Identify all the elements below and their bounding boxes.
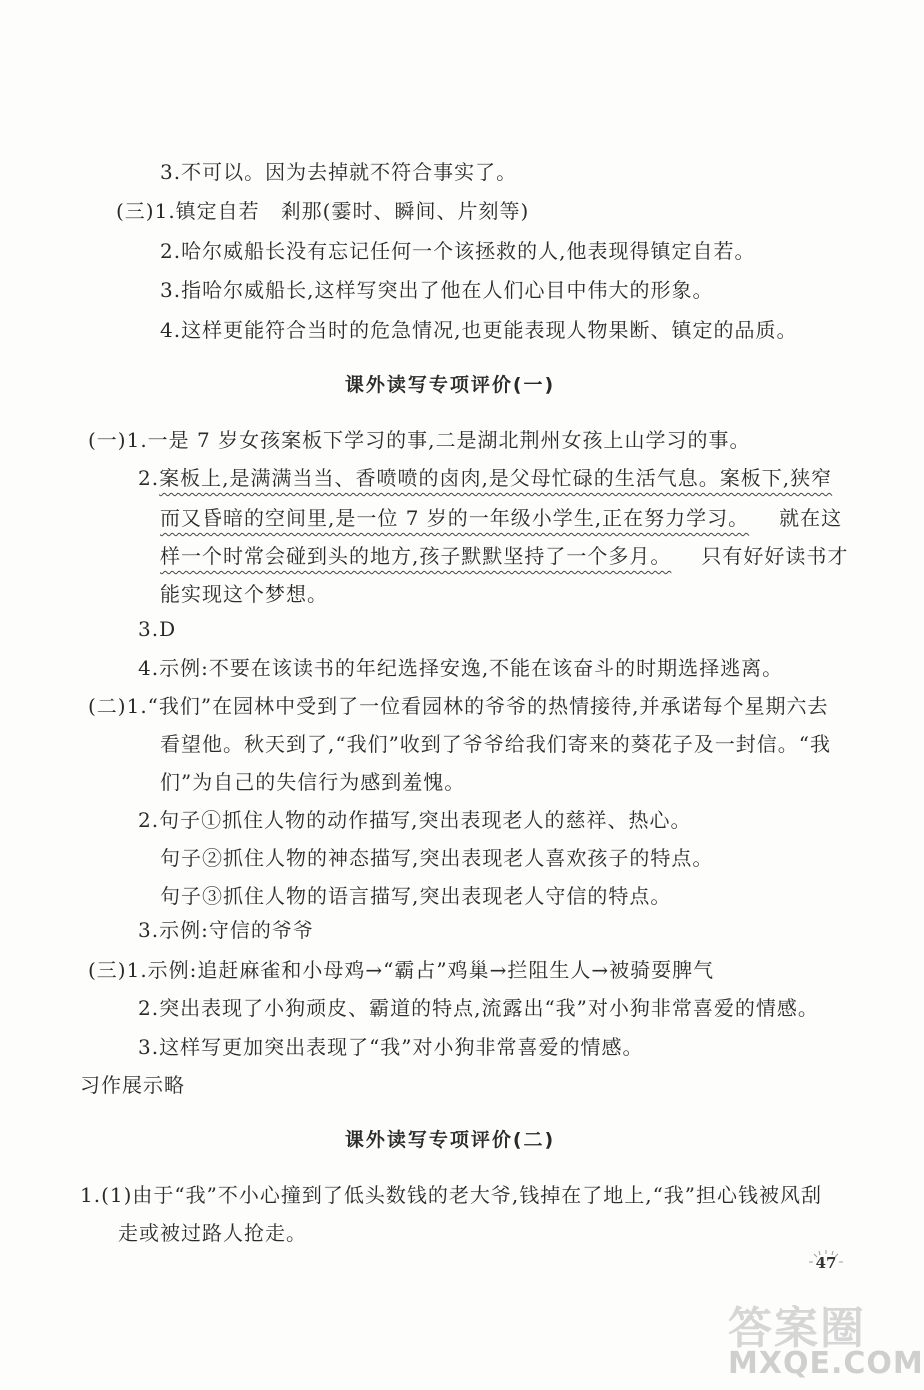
answer-line: 2.突出表现了小狗顽皮、霸道的特点,流露出“我”对小狗非常喜爱的情感。	[138, 996, 819, 1020]
section-heading: 课外读写专项评价(一)	[344, 374, 556, 396]
answer-line: 4.示例:不要在该读书的年纪选择安逸,不能在该奋斗的时期选择逃离。	[138, 656, 784, 680]
underlined-excerpt: 而又昏暗的空间里,是一位 7 岁的一年级小学生,正在努力学习。	[160, 506, 750, 530]
answer-line: 句子②抓住人物的神态描写,突出表现老人喜欢孩子的特点。	[160, 846, 714, 870]
answer-line: (三)1.镇定自若 剎那(霎时、瞬间、片刻等)	[116, 199, 530, 223]
answer-line: 句子③抓住人物的语言描写,突出表现老人守信的特点。	[160, 884, 672, 908]
answer-line: (三)1.示例:追赶麻雀和小母鸡→“霸占”鸡巢→拦阻生人→被骑耍脾气	[88, 958, 715, 982]
answer-line: 2.哈尔威船长没有忘记任何一个该拯救的人,他表现得镇定自若。	[160, 239, 756, 263]
underlined-excerpt: 案板上,是满满当当、香喷喷的卤肉,是父母忙碌的生活气息。案板下,狭窄	[159, 466, 833, 490]
underlined-excerpt: 样一个时常会碰到头的地方,孩子默默坚持了一个多月。	[160, 544, 672, 568]
item-number: 2.	[138, 466, 160, 490]
answer-line: 走或被过路人抢走。	[118, 1221, 307, 1245]
answer-line: 能实现这个梦想。	[160, 582, 328, 606]
answer-line	[138, 463, 832, 493]
answer-line: 3.这样写更加突出表现了“我”对小狗非常喜爱的情感。	[138, 1035, 644, 1059]
answer-text: 只有好好读书才	[701, 544, 849, 568]
watermark-site: MXQE.COM	[728, 1346, 924, 1381]
answer-line: 3.示例:守信的爷爷	[138, 918, 314, 942]
answer-line: 3.D	[138, 617, 177, 641]
answer-line: (二)1.“我们”在园林中受到了一位看园林的爷爷的热情接待,并承诺每个星期六去	[88, 694, 829, 718]
watermark-logo: 答案圈	[728, 1303, 866, 1354]
answer-line: 们”为自己的失信行为感到羞愧。	[160, 770, 466, 794]
answer-line: 习作展示略	[80, 1073, 185, 1097]
page-number: 47	[815, 1254, 837, 1272]
answer-line: 3.不可以。因为去掉就不符合事实了。	[160, 160, 518, 184]
answer-line: 3.指哈尔威船长,这样写突出了他在人们心目中伟大的形象。	[160, 278, 714, 302]
answer-text: 就在这	[779, 506, 843, 530]
answer-line: 4.这样更能符合当时的危急情况,也更能表现人物果断、镇定的品质。	[160, 318, 798, 342]
section-heading: 课外读写专项评价(二)	[344, 1129, 556, 1151]
answer-line	[160, 503, 842, 533]
answer-line: 看望他。秋天到了,“我们”收到了爷爷给我们寄来的葵花子及一封信。“我	[160, 732, 832, 756]
answer-line: 2.句子①抓住人物的动作描写,突出表现老人的慈祥、热心。	[138, 808, 692, 832]
answer-line	[160, 541, 848, 571]
answer-line: 1.(1)由于“我”不小心撞到了低头数钱的老大爷,钱掉在了地上,“我”担心钱被风刮	[80, 1183, 823, 1207]
answer-line: (一)1.一是 7 岁女孩案板下学习的事,二是湖北荆州女孩上山学习的事。	[88, 428, 751, 452]
